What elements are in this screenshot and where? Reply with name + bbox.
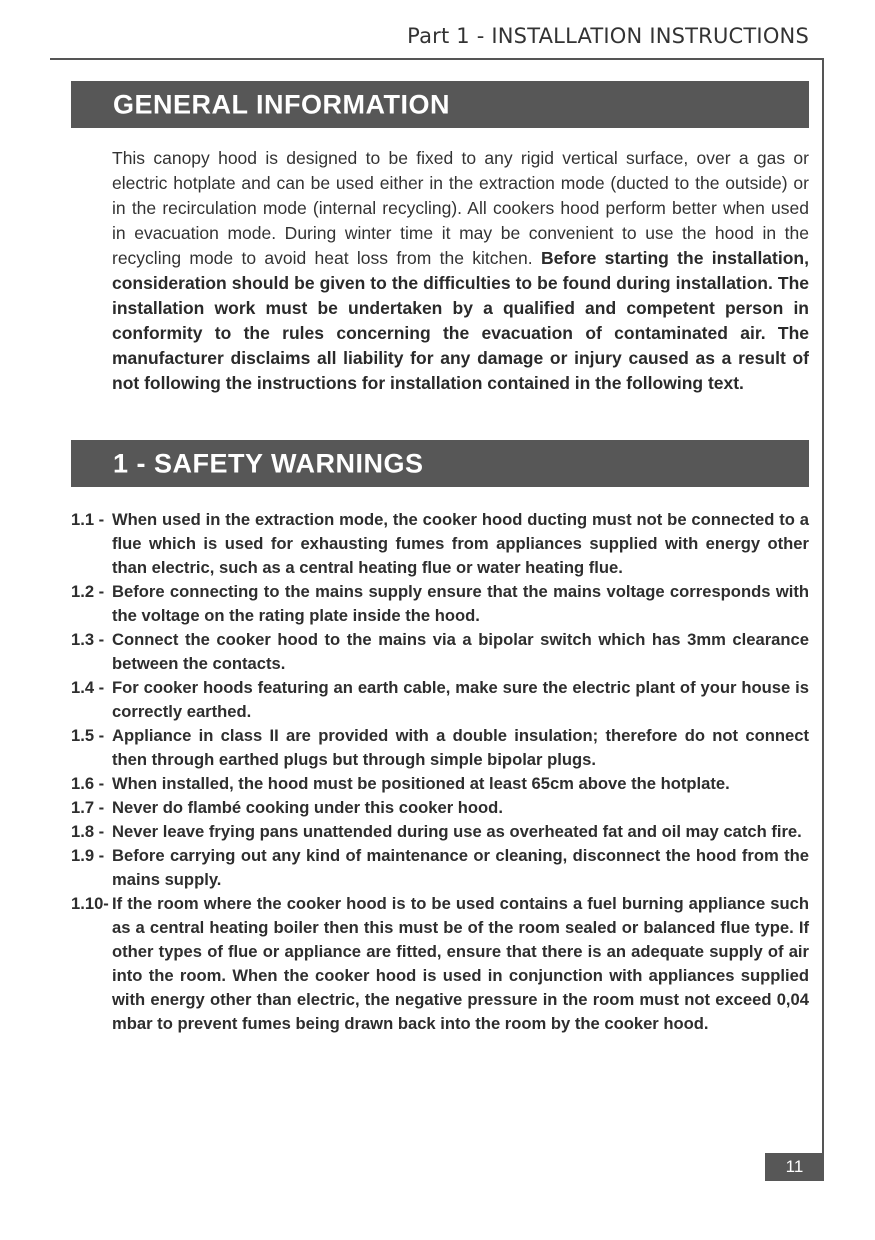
page-number: 11 [765, 1153, 824, 1181]
warning-number: 1.8 - [71, 822, 105, 841]
safety-warnings-list [71, 508, 809, 1036]
warning-text: Before carrying out any kind of maintenance or cleaning, disconnect the hood from the mains supply. [112, 846, 809, 889]
warning-item [71, 508, 809, 580]
part-title: Part 1 - INSTALLATION INSTRUCTIONS [407, 24, 809, 48]
warning-number: 1.4 - [71, 678, 105, 697]
warning-number: 1.6 - [71, 774, 105, 793]
general-information-heading-bar [71, 81, 809, 128]
warning-number: 1.3 - [71, 630, 105, 649]
intro-regular-text: This canopy hood is designed to be fixed to any rigid vertical surface, over a gas or electric hotplate and can be used either in the extraction mode (ducted to the outside) or in the recirculation mode (internal recycling). All cookers hood perform better when used in evacuation mode. During winter time it may be convenient to use the hood in the recycling mode to avoid heat loss from the kitchen. [112, 148, 809, 268]
right-rule [822, 58, 824, 1180]
warning-item [71, 844, 809, 892]
warning-number: 1.1 - [71, 510, 105, 529]
warning-number: 1.9 - [71, 846, 105, 865]
warning-number: 1.5 - [71, 726, 105, 745]
top-rule [50, 58, 824, 60]
warning-item [71, 676, 809, 724]
warning-text: Before connecting to the mains supply ensure that the mains voltage corresponds with the voltage on the rating plate inside the hood. [112, 582, 809, 625]
intro-bold-text: Before starting the installation, consideration should be given to the difficulties to be found during installation. The installation work must be undertaken by a qualified and competent person in conformity to the rules concerning the evacuation of contaminated air. The manufacturer disclaims all liability for any damage or injury caused as a result of not following the instructions for installation contained in the following text. [112, 248, 809, 393]
warning-number: 1.10- [71, 894, 109, 913]
warning-text: Connect the cooker hood to the mains via a bipolar switch which has 3mm clearance between the contacts. [112, 630, 809, 673]
warning-item [71, 580, 809, 628]
general-information-title: GENERAL INFORMATION [113, 89, 450, 119]
warning-text: If the room where the cooker hood is to be used contains a fuel burning appliance such as a central heating boiler then this must be of the room sealed or balanced flue type. If other types of flue or appliance are fitted, ensure that there is an adequate supply of air into the room. When the cooker hood is used in conjunction with appliances supplied with energy other than electric, the negative pressure in the room must not exceed 0,04 mbar to prevent fumes being drawn back into the room by the cooker hood. [112, 894, 809, 1033]
warning-item [71, 820, 809, 844]
warning-text: When used in the extraction mode, the cooker hood ducting must not be connected to a flue which is used for exhausting fumes from appliances supplied with energy other than electric, such as a central heating flue or water heating flue. [112, 510, 809, 577]
warning-text: Appliance in class II are provided with a double insulation; therefore do not connect then through earthed plugs but through simple bipolar plugs. [112, 726, 809, 769]
warning-number: 1.2 - [71, 582, 105, 601]
warning-item [71, 772, 809, 796]
safety-warnings-heading-bar [71, 440, 809, 487]
warning-item [71, 796, 809, 820]
warning-item [71, 892, 809, 1036]
warning-number: 1.7 - [71, 798, 105, 817]
warning-item [71, 724, 809, 772]
warning-text: For cooker hoods featuring an earth cable, make sure the electric plant of your house is correctly earthed. [112, 678, 809, 721]
warning-text: Never leave frying pans unattended during use as overheated fat and oil may catch fire. [112, 822, 802, 841]
warning-item [71, 628, 809, 676]
warning-text: Never do flambé cooking under this cooker hood. [112, 798, 503, 817]
general-information-text [112, 146, 809, 396]
warning-text: When installed, the hood must be positioned at least 65cm above the hotplate. [112, 774, 730, 793]
safety-warnings-title: 1 - SAFETY WARNINGS [113, 448, 424, 478]
